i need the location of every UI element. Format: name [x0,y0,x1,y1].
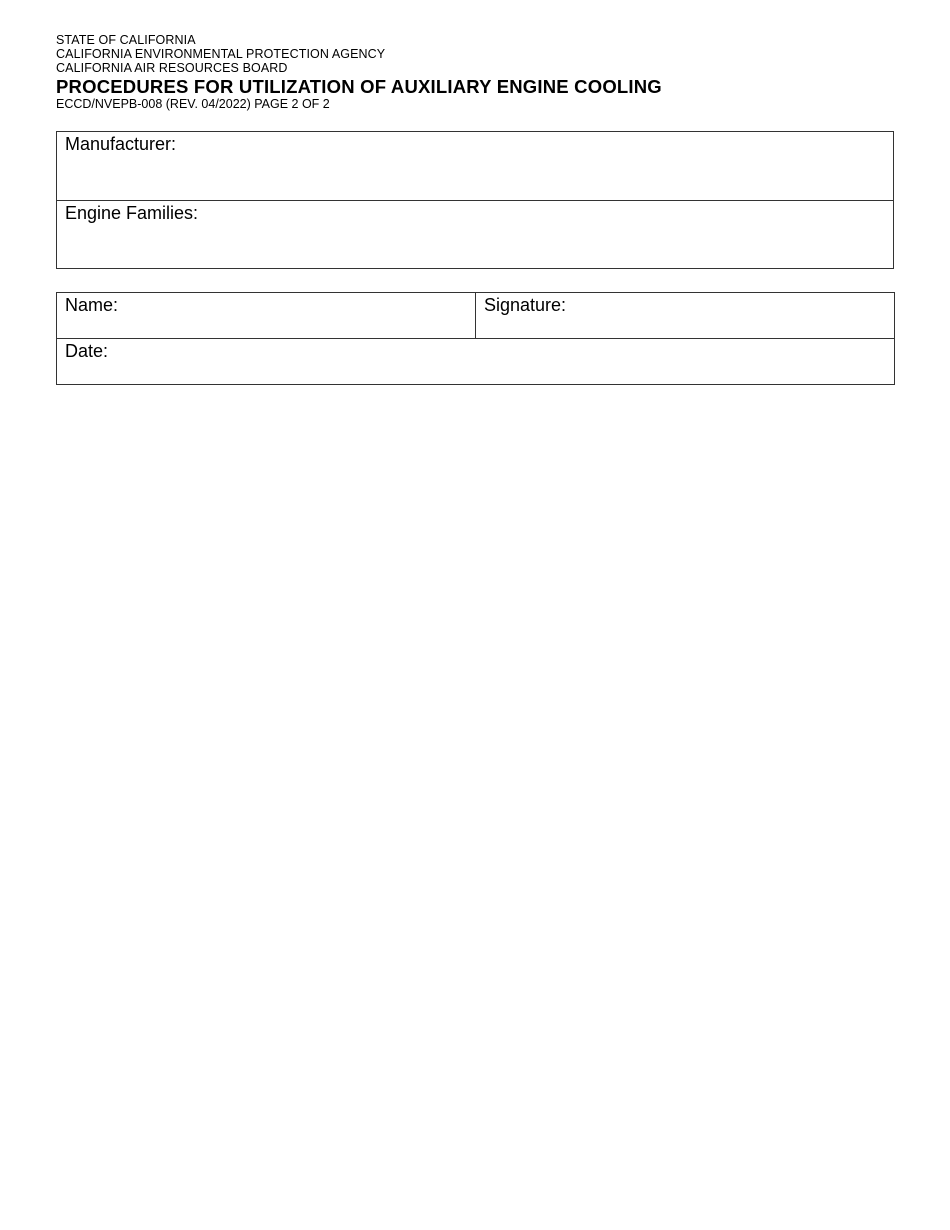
signature-label: Signature: [484,295,567,315]
state-line: STATE OF CALIFORNIA [56,33,196,47]
manufacturer-label: Manufacturer: [65,134,177,154]
form-header [56,33,896,111]
form-id: ECCD/NVEPB-008 (REV. 04/2022) PAGE 2 OF 2 [56,97,330,111]
engine-families-row [57,201,894,269]
signature-field[interactable] [476,293,895,339]
date-row [57,339,895,385]
engine-info-table [56,131,894,269]
name-label: Name: [65,295,119,315]
agency-line: CALIFORNIA ENVIRONMENTAL PROTECTION AGENCY [56,47,386,61]
engine-families-label: Engine Families: [65,203,199,223]
name-field[interactable] [57,293,476,339]
form-title: PROCEDURES FOR UTILIZATION OF AUXILIARY ENGINE COOLING [56,76,662,97]
engine-families-field[interactable] [57,201,894,269]
date-label: Date: [65,341,109,361]
date-field[interactable] [57,339,895,385]
name-signature-row [57,293,895,339]
board-line: CALIFORNIA AIR RESOURCES BOARD [56,61,288,75]
certification-table [56,292,895,385]
manufacturer-field[interactable] [57,132,894,201]
manufacturer-row [57,132,894,201]
